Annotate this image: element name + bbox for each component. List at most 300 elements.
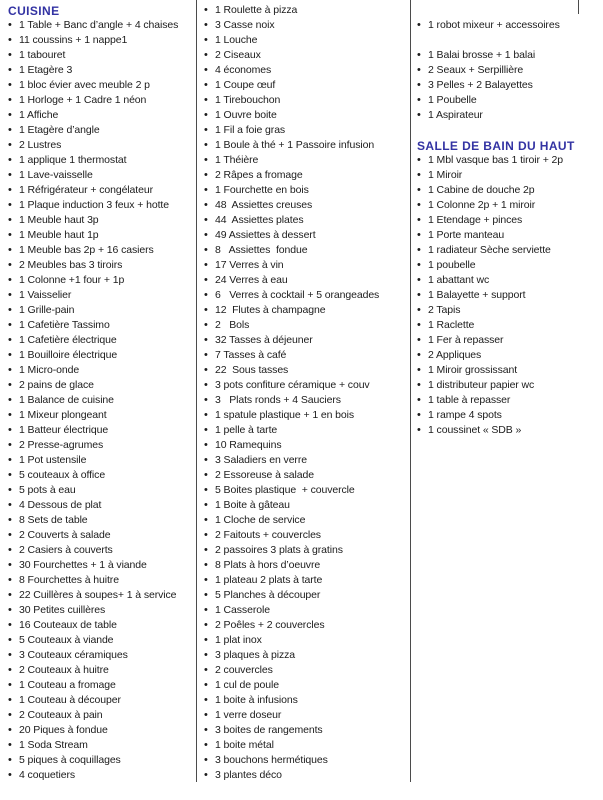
bullet-icon: • [204, 4, 208, 16]
bullet-icon: • [417, 64, 421, 76]
item-text: 16 Couteaux de table [19, 619, 117, 631]
item-text: 3 boites de rangements [215, 724, 323, 736]
item-text: 5 Planches à découper [215, 589, 321, 601]
list-item [8, 138, 194, 153]
list-item [8, 93, 194, 108]
bullet-icon: • [8, 559, 12, 571]
list-item [8, 513, 194, 528]
item-text: 1 Mbl vasque bas 1 tiroir + 2p [428, 154, 564, 166]
list-item [204, 393, 406, 408]
list-item [204, 78, 406, 93]
list-item [417, 378, 599, 393]
item-text: 3 plaques à pizza [215, 649, 296, 661]
list-item [417, 363, 599, 378]
bullet-icon: • [8, 64, 12, 76]
item-text: 1 Théière [215, 154, 259, 166]
item-text: 1 Cloche de service [215, 514, 306, 526]
list-item [417, 288, 599, 303]
list-item [8, 738, 194, 753]
bullet-icon: • [417, 19, 421, 31]
bullet-icon: • [204, 529, 208, 541]
bullet-icon: • [417, 229, 421, 241]
list-item [417, 333, 599, 348]
item-text: 11 coussins + 1 nappe1 [19, 34, 128, 46]
list-item [204, 438, 406, 453]
list-item [8, 333, 194, 348]
item-text: 1 Couteau a fromage [19, 679, 116, 691]
list-item [417, 273, 599, 288]
item-text: 1 coussinet « SDB » [428, 424, 522, 436]
list-item [204, 363, 406, 378]
bullet-icon: • [8, 274, 12, 286]
list-item [417, 18, 599, 33]
bullet-icon: • [8, 754, 12, 766]
list-item [8, 123, 194, 138]
item-text: 2 passoires 3 plats à gratins [215, 544, 343, 556]
item-text: 1 boite métal [215, 739, 274, 751]
bullet-icon: • [204, 289, 208, 301]
column-divider-right [410, 0, 411, 782]
bullet-icon: • [204, 259, 208, 271]
list-item [417, 48, 599, 63]
bullet-icon: • [417, 214, 421, 226]
list-item [204, 648, 406, 663]
item-text: 4 coquetiers [19, 769, 76, 781]
item-text: 2 couvercles [215, 664, 273, 676]
list-item [204, 423, 406, 438]
bullet-icon: • [417, 49, 421, 61]
bullet-icon: • [8, 679, 12, 691]
list-item [204, 138, 406, 153]
item-text: 1 Raclette [428, 319, 475, 331]
item-text: 4 Dessous de plat [19, 499, 102, 511]
item-text: 2 Bols [215, 319, 250, 331]
list-item [8, 153, 194, 168]
list-item [417, 153, 599, 168]
item-text: 1 Vaisselier [19, 289, 72, 301]
item-text: 22 Cuillères à soupes+ 1 à service [19, 589, 177, 601]
list-item [8, 573, 194, 588]
bullet-icon: • [204, 679, 208, 691]
list-item [204, 543, 406, 558]
bullet-icon: • [8, 664, 12, 676]
item-text: 22 Sous tasses [215, 364, 289, 376]
list-item [204, 318, 406, 333]
item-text: 1 Mixeur plongeant [19, 409, 107, 421]
list-item [8, 303, 194, 318]
list-item [204, 348, 406, 363]
item-text: 2 Ciseaux [215, 49, 261, 61]
item-text: 7 Tasses à café [215, 349, 287, 361]
item-text: 1 bloc évier avec meuble 2 p [19, 79, 150, 91]
bullet-icon: • [204, 64, 208, 76]
bullet-icon: • [8, 694, 12, 706]
item-text: 3 Pelles + 2 Balayettes [428, 79, 533, 91]
bullet-icon: • [204, 754, 208, 766]
list-item [204, 723, 406, 738]
bullet-icon: • [417, 244, 421, 256]
bullet-icon: • [8, 214, 12, 226]
bullet-icon: • [417, 199, 421, 211]
list-item [8, 108, 194, 123]
list-item [204, 528, 406, 543]
bullet-icon: • [417, 169, 421, 181]
list-item [8, 363, 194, 378]
bullet-icon: • [204, 454, 208, 466]
item-text: 1 abattant wc [428, 274, 490, 286]
item-text: 30 Fourchettes + 1 à viande [19, 559, 147, 571]
bullet-icon: • [417, 274, 421, 286]
list-item [204, 483, 406, 498]
bullet-icon: • [204, 349, 208, 361]
list-item [417, 63, 599, 78]
bullet-icon: • [8, 439, 12, 451]
column-divider-left [196, 0, 197, 782]
bullet-icon: • [204, 109, 208, 121]
item-text: 2 Poêles + 2 couvercles [215, 619, 325, 631]
bullet-icon: • [8, 724, 12, 736]
bullet-icon: • [8, 169, 12, 181]
bullet-icon: • [417, 379, 421, 391]
bullet-icon: • [8, 49, 12, 61]
list-item [8, 378, 194, 393]
item-text: 1 Colonne 2p + 1 miroir [428, 199, 536, 211]
item-text: 1 verre doseur [215, 709, 282, 721]
item-text: 1 Poubelle [428, 94, 477, 106]
item-text: 1 Table + Banc d’angle + 4 chaises [19, 19, 179, 31]
bullet-icon: • [8, 574, 12, 586]
bullet-icon: • [204, 409, 208, 421]
bullet-icon: • [8, 289, 12, 301]
item-text: 4 économes [215, 64, 272, 76]
bullet-icon: • [8, 304, 12, 316]
bullet-icon: • [204, 169, 208, 181]
list-item [204, 558, 406, 573]
bullet-icon: • [417, 184, 421, 196]
bullet-icon: • [417, 349, 421, 361]
item-text: 10 Ramequins [215, 439, 282, 451]
bullet-icon: • [417, 409, 421, 421]
list-item [204, 408, 406, 423]
item-text: 8 Fourchettes à huitre [19, 574, 119, 586]
item-text: 49 Assiettes à dessert [215, 229, 316, 241]
bullet-icon: • [417, 304, 421, 316]
bullet-icon: • [204, 184, 208, 196]
list-item [8, 183, 194, 198]
bullet-icon: • [204, 334, 208, 346]
item-text: 2 Seaux + Serpillière [428, 64, 524, 76]
item-text: 1 Micro-onde [19, 364, 80, 376]
list-item [8, 78, 194, 93]
bullet-icon: • [8, 739, 12, 751]
bullet-icon: • [8, 709, 12, 721]
item-text: 20 Piques à fondue [19, 724, 108, 736]
bullet-icon: • [204, 634, 208, 646]
list-item [417, 198, 599, 213]
bullet-icon: • [8, 379, 12, 391]
list-item [204, 108, 406, 123]
list-item [8, 708, 194, 723]
bullet-icon: • [8, 259, 12, 271]
bullet-icon: • [8, 604, 12, 616]
bullet-icon: • [204, 724, 208, 736]
item-text: 1 Bouilloire électrique [19, 349, 118, 361]
bullet-icon: • [8, 334, 12, 346]
bullet-icon: • [8, 139, 12, 151]
list-item [8, 393, 194, 408]
bullet-icon: • [204, 709, 208, 721]
list-item [204, 153, 406, 168]
item-text: 32 Tasses à déjeuner [215, 334, 313, 346]
item-text: 1 Porte manteau [428, 229, 505, 241]
item-text: 2 pains de glace [19, 379, 94, 391]
item-text: 1 Etendage + pinces [428, 214, 523, 226]
bullet-icon: • [204, 274, 208, 286]
list-item [417, 408, 599, 423]
list-item [8, 633, 194, 648]
item-text: 1 Meuble haut 1p [19, 229, 99, 241]
list-item [8, 693, 194, 708]
bullet-icon: • [8, 394, 12, 406]
bullet-icon: • [204, 469, 208, 481]
item-text: 1 Etagère d’angle [19, 124, 100, 136]
item-text: 17 Verres à vin [215, 259, 284, 271]
list-item [417, 168, 599, 183]
item-text: 1 distributeur papier wc [428, 379, 535, 391]
list-item [204, 513, 406, 528]
bullet-icon: • [204, 574, 208, 586]
blank-row [417, 123, 599, 138]
item-text: 24 Verres à eau [215, 274, 288, 286]
item-text: 3 Couteaux céramiques [19, 649, 128, 661]
list-item [8, 258, 194, 273]
section-header: CUISINE [8, 3, 60, 18]
bullet-icon: • [204, 364, 208, 376]
bullet-icon: • [8, 589, 12, 601]
bullet-icon: • [204, 544, 208, 556]
list-item [417, 303, 599, 318]
list-item [204, 288, 406, 303]
list-item [8, 528, 194, 543]
item-text: 2 Casiers à couverts [19, 544, 113, 556]
item-text: 1 plateau 2 plats à tarte [215, 574, 323, 586]
item-text: 5 piques à coquillages [19, 754, 121, 766]
list-item [8, 678, 194, 693]
list-item [204, 603, 406, 618]
list-item [204, 93, 406, 108]
bullet-icon: • [204, 214, 208, 226]
list-item [204, 168, 406, 183]
bullet-icon: • [8, 244, 12, 256]
list-item [204, 378, 406, 393]
bullet-icon: • [204, 229, 208, 241]
list-item [204, 663, 406, 678]
list-item [8, 753, 194, 768]
item-text: 1 rampe 4 spots [428, 409, 502, 421]
item-text: 2 Lustres [19, 139, 62, 151]
list-item [204, 198, 406, 213]
list-item [8, 273, 194, 288]
section-header: SALLE DE BAIN DU HAUT [417, 138, 575, 153]
bullet-icon: • [417, 79, 421, 91]
list-item [8, 618, 194, 633]
list-item [204, 708, 406, 723]
bullet-icon: • [8, 94, 12, 106]
list-item [204, 678, 406, 693]
item-text: 44 Assiettes plates [215, 214, 304, 226]
bullet-icon: • [204, 154, 208, 166]
list-item [417, 78, 599, 93]
list-item [204, 183, 406, 198]
bullet-icon: • [204, 34, 208, 46]
list-item [8, 438, 194, 453]
item-text: 1 Balance de cuisine [19, 394, 114, 406]
item-text: 2 Appliques [428, 349, 482, 361]
list-item [204, 18, 406, 33]
bullet-icon: • [8, 619, 12, 631]
item-text: 8 Assiettes fondue [215, 244, 308, 256]
item-text: 1 Casserole [215, 604, 270, 616]
list-item [8, 648, 194, 663]
item-text: 2 Faitouts + couvercles [215, 529, 321, 541]
column-divider-top-fragment [578, 0, 579, 14]
list-item [8, 228, 194, 243]
item-text: 1 Roulette à pizza [215, 4, 298, 16]
bullet-icon: • [417, 394, 421, 406]
list-item [8, 168, 194, 183]
list-item [8, 18, 194, 33]
bullet-icon: • [8, 499, 12, 511]
bullet-icon: • [204, 19, 208, 31]
item-text: 1 Lave-vaisselle [19, 169, 93, 181]
list-item [417, 423, 599, 438]
item-text: 1 Fer à repasser [428, 334, 504, 346]
item-text: 2 Couteaux à huitre [19, 664, 109, 676]
item-text: 5 pots à eau [19, 484, 76, 496]
list-item [417, 213, 599, 228]
list-item [8, 48, 194, 63]
item-text: 1 Miroir grossissant [428, 364, 518, 376]
bullet-icon: • [204, 424, 208, 436]
list-item [204, 3, 406, 18]
bullet-icon: • [8, 649, 12, 661]
list-item [204, 63, 406, 78]
bullet-icon: • [204, 484, 208, 496]
item-text: 2 Râpes a fromage [215, 169, 303, 181]
item-text: 1 Horloge + 1 Cadre 1 néon [19, 94, 147, 106]
bullet-icon: • [204, 94, 208, 106]
item-text: 1 poubelle [428, 259, 476, 271]
list-item [8, 348, 194, 363]
bullet-icon: • [8, 229, 12, 241]
bullet-icon: • [204, 664, 208, 676]
list-item [204, 33, 406, 48]
item-text: 3 pots confiture céramique + couv [215, 379, 370, 391]
list-item [417, 93, 599, 108]
item-text: 1 Affiche [19, 109, 59, 121]
item-text: 1 Etagère 3 [19, 64, 73, 76]
list-item [8, 498, 194, 513]
item-text: 1 Plaque induction 3 feux + hotte [19, 199, 169, 211]
bullet-icon: • [417, 94, 421, 106]
bullet-icon: • [204, 49, 208, 61]
list-item [204, 453, 406, 468]
bullet-icon: • [204, 559, 208, 571]
list-item [8, 663, 194, 678]
bullet-icon: • [8, 34, 12, 46]
column-bathroom [417, 3, 599, 438]
item-text: 1 Ouvre boite [215, 109, 277, 121]
item-text: 1 Balai brosse + 1 balai [428, 49, 536, 61]
bullet-icon: • [204, 589, 208, 601]
list-item [8, 588, 194, 603]
bullet-icon: • [417, 364, 421, 376]
list-item [8, 453, 194, 468]
bullet-icon: • [8, 199, 12, 211]
item-text: 1 Cafetière électrique [19, 334, 117, 346]
blank-row [417, 33, 599, 48]
list-item [204, 693, 406, 708]
bullet-icon: • [8, 124, 12, 136]
list-item [417, 183, 599, 198]
item-text: 1 tabouret [19, 49, 66, 61]
bullet-icon: • [204, 124, 208, 136]
bullet-icon: • [204, 769, 208, 781]
list-item [417, 243, 599, 258]
item-text: 1 Coupe œuf [215, 79, 276, 91]
bullet-icon: • [417, 259, 421, 271]
bullet-icon: • [8, 154, 12, 166]
bullet-icon: • [204, 244, 208, 256]
list-item [8, 213, 194, 228]
item-text: 1 Aspirateur [428, 109, 483, 121]
item-text: 1 Fil a foie gras [215, 124, 286, 136]
item-text: 1 table à repasser [428, 394, 511, 406]
bullet-icon: • [204, 514, 208, 526]
bullet-icon: • [8, 109, 12, 121]
bullet-icon: • [417, 424, 421, 436]
list-item [417, 108, 599, 123]
item-text: 3 plantes déco [215, 769, 282, 781]
item-text: 1 Louche [215, 34, 258, 46]
list-item [204, 768, 406, 783]
bullet-icon: • [8, 184, 12, 196]
list-item [204, 303, 406, 318]
list-item [204, 468, 406, 483]
item-text: 3 Plats ronds + 4 Sauciers [215, 394, 341, 406]
list-item [8, 318, 194, 333]
item-text: 3 Saladiers en verre [215, 454, 307, 466]
list-item [204, 228, 406, 243]
item-text: 3 Casse noix [215, 19, 275, 31]
list-item [417, 258, 599, 273]
bullet-icon: • [204, 439, 208, 451]
item-text: 8 Plats à hors d’oeuvre [215, 559, 321, 571]
bullet-icon: • [8, 409, 12, 421]
list-item [204, 633, 406, 648]
bullet-icon: • [8, 349, 12, 361]
bullet-icon: • [8, 634, 12, 646]
bullet-icon: • [204, 649, 208, 661]
item-text: 1 Batteur électrique [19, 424, 109, 436]
item-text: 1 Couteau à découper [19, 694, 121, 706]
list-item [8, 63, 194, 78]
item-text: 1 Balayette + support [428, 289, 526, 301]
item-text: 2 Essoreuse à salade [215, 469, 314, 481]
list-item [8, 408, 194, 423]
bullet-icon: • [204, 319, 208, 331]
list-item [204, 753, 406, 768]
